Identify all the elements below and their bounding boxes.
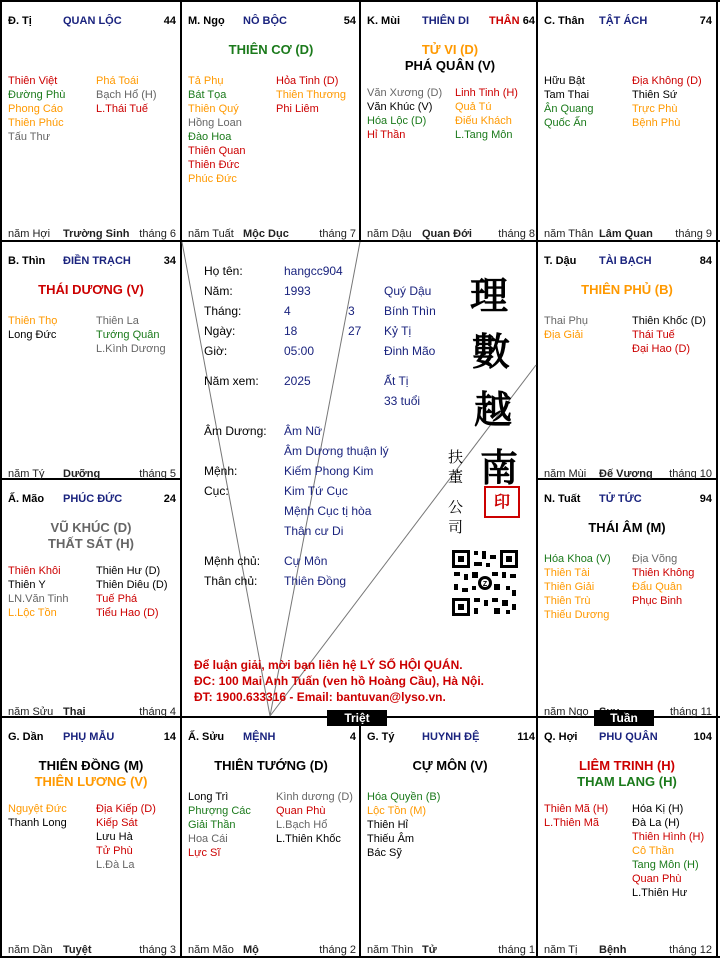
palace-month: tháng 12 [669,944,712,956]
minor-star: Nguyệt Đức [8,803,67,815]
palace-month: tháng 9 [675,228,712,240]
minor-star: Văn Khúc (V) [367,101,433,113]
minor-star: Tấu Thư [8,131,51,143]
palace-month: tháng 8 [498,228,535,240]
palace-branch: K. Mùi [367,15,400,27]
cuc-value: Kim Tứ Cục [284,484,348,498]
palace-year: năm Mùi [544,468,587,480]
main-star: THÁI ÂM (M) [588,520,666,535]
minor-star: Tuế Phá [96,593,138,605]
main-star: TỬ VI (D) [421,42,479,57]
minor-star: Lực Sĩ [188,847,221,859]
minor-star: L.Thiên Mã [544,817,600,829]
minor-star: Phong Cáo [8,103,64,115]
palace-branch: T. Dậu [544,255,577,267]
contact-line-3: ĐT: 1900.633316 - Email: bantuvan@lyso.vn. [194,690,446,704]
palace-name: PHU QUÂN [599,731,658,743]
am-duong-note: Âm Dương thuận lý [284,444,389,458]
palace-header [8,493,176,505]
minor-stars-right [96,74,157,116]
minor-star: Thiên Giải [544,581,595,593]
minor-star: Phi Liêm [276,103,319,115]
minor-star: Long Đức [8,329,57,341]
view-lunar: Ất Tị [384,374,409,388]
palace-name: TỬ TỨC [599,493,642,505]
hour-value: 05:00 [284,344,315,358]
month-lunar-num: 3 [348,304,355,318]
palace-mao [2,480,180,718]
month-label: Tháng: [204,304,242,318]
palace-year: năm Sửu [8,706,54,718]
main-star: THIÊN TƯỚNG (D) [214,758,328,773]
palace-branch: Ấ. Sửu [188,731,225,743]
calligraphy-small-2: 董 [448,468,464,486]
minor-star: Thiên Sứ [632,89,678,101]
day-lunar-num: 27 [348,324,362,338]
day-solar: 18 [284,324,298,338]
qr-code [450,548,520,618]
palace-age: 54 [343,15,356,27]
main-stars [182,758,360,774]
main-star: THAM LANG (H) [577,774,677,789]
palace-stage: Bệnh [599,944,627,956]
minor-star: Bác Sỹ [367,847,402,859]
minor-star: Thiên Hỉ [367,819,408,831]
minor-star: L.Thái Tuế [96,103,148,115]
palace-header [8,15,176,27]
minor-star: Quốc Ấn [544,117,587,129]
minor-star: Ân Quang [544,103,594,115]
palace-stage: Đế Vượng [599,468,653,480]
palace-stage: Mộc Dục [243,228,289,240]
palace-header [367,15,535,27]
minor-star: Địa Kiếp (D) [96,803,156,815]
minor-stars-left [544,802,608,830]
minor-stars-left [8,314,57,342]
calligraphy-small-3: 公 [448,498,464,516]
minor-star: Thiên Trù [544,595,591,607]
menh-chu-label: Mệnh chủ: [204,554,261,568]
am-duong-label: Âm Dương: [204,424,267,438]
calligraphy-char-2: 數 [472,329,511,374]
palace-month: tháng 11 [669,706,712,718]
month-solar: 4 [284,304,291,318]
than-chu-label: Thân chủ: [204,574,258,588]
minor-star: Đẩu Quân [632,581,683,593]
palace-dau [538,242,716,480]
minor-star: L.Thiên Khốc [276,833,341,845]
palace-name: TẬT ÁCH [599,15,648,27]
minor-star: Hỏa Tinh (D) [276,75,339,87]
minor-star: Thái Tuế [632,329,675,341]
day-label: Ngày: [204,324,236,338]
palace-name: PHÚC ĐỨC [63,493,123,505]
day-lunar: Kỷ Tị [384,324,412,338]
minor-star: Thiếu Âm [367,833,415,845]
minor-star: Quả Tú [455,101,492,113]
main-star: THẤT SÁT (H) [48,536,134,551]
minor-star: Điếu Khách [455,115,512,127]
calligraphy-char-4: 南 [480,445,519,490]
palace-stage: Thai [63,706,86,718]
palace-header [544,15,712,27]
minor-star: Thiên Đức [188,159,240,171]
year-label: Năm: [204,284,233,298]
minor-star: Phục Binh [632,595,683,607]
minor-star: Quan Phù [276,805,326,817]
palace-stage: Mộ [243,944,259,956]
minor-star: Phá Toái [96,75,139,87]
palace-name: HUYNH ĐỆ [422,731,480,743]
svg-text:Z: Z [482,581,488,588]
red-seal: 印 [484,486,520,518]
year-lunar: Quý Dậu [384,284,432,298]
calligraphy-small-1: 扶 [448,448,464,466]
minor-star: Long Trì [188,791,229,803]
than-marker: THÂN [489,15,520,27]
minor-star: Thiên Khôi [8,565,61,577]
main-stars [182,42,360,58]
palace-header [188,15,356,27]
minor-star: Thai Phụ [544,315,589,327]
minor-star: Thiên Hình (H) [632,831,705,843]
minor-stars-left [8,802,67,830]
main-star: PHÁ QUÂN (V) [404,58,496,73]
minor-star: Quan Phù [632,873,682,885]
minor-star: L.Đà La [96,859,135,871]
minor-star: Thanh Long [8,817,67,829]
palace-year: năm Hợi [8,228,51,240]
minor-stars-right [96,564,168,620]
calligraphy-char-1: 理 [470,273,509,318]
minor-star: Thiên La [96,315,139,327]
main-star: THIÊN PHỦ (B) [581,282,673,297]
minor-star: Bát Tọa [188,89,227,101]
minor-stars-left [8,564,69,620]
palace-branch: Q. Hợi [544,731,578,743]
main-stars [2,758,180,790]
palace-year: năm Mão [188,944,234,956]
palace-month: tháng 7 [319,228,356,240]
palace-month: tháng 4 [139,706,176,718]
minor-star: Thiên Mã (H) [544,803,609,815]
minor-stars-right [632,74,702,130]
minor-star: Thiên Thọ [8,315,58,327]
palace-header [8,731,176,743]
palace-age: 34 [163,255,176,267]
palace-branch: G. Dần [8,731,44,743]
minor-star: L.Tang Môn [455,129,513,141]
minor-stars-right [455,86,518,142]
minor-star: Thiên Không [632,567,695,579]
minor-star: Kình dương (D) [276,791,353,803]
palace-age: 74 [699,15,712,27]
palace-header [544,493,712,505]
palace-tuat [538,480,716,718]
minor-star: Cô Thần [632,845,674,857]
palace-age: 94 [699,493,712,505]
palace-year: năm Thân [544,228,594,240]
palace-stage: Quan Đới [422,228,472,240]
palace-year: năm Thìn [367,944,414,956]
hour-label: Giờ: [204,344,228,358]
palace-branch: B. Thìn [8,255,46,267]
main-star: THIÊN ĐỒNG (M) [38,758,144,773]
palace-name: THIÊN DI [422,15,470,27]
minor-star: Tả Phụ [188,75,224,87]
minor-star: Thiên Thương [276,89,347,101]
palace-age: 14 [163,731,176,743]
minor-stars-left [367,790,440,860]
main-star: THIÊN CƠ (D) [228,42,314,57]
minor-star: Thiếu Dương [544,609,610,621]
palace-header [367,731,535,743]
minor-stars-left [188,790,251,860]
minor-star: Thiên Phúc [8,117,64,129]
minor-stars-right [96,314,166,356]
minor-star: Tử Phù [96,845,133,857]
calligraphy-char-3: 越 [474,387,513,432]
minor-star: L.Thiên Hư [632,887,688,899]
palace-header [188,731,356,743]
main-stars [538,520,716,536]
minor-star: Giải Thần [188,819,236,831]
minor-star: Phượng Các [188,805,251,817]
main-star: VŨ KHÚC (D) [50,520,132,535]
palace-dan [2,718,180,956]
minor-star: Thiên Quý [188,103,239,115]
palace-year: năm Tý [8,468,45,480]
minor-star: Đường Phù [8,89,66,101]
minor-star: Bệnh Phù [632,117,681,129]
minor-star: Đại Hao (D) [632,343,691,355]
center-info [182,242,536,716]
minor-star: Kiếp Sát [96,817,138,829]
palace-month: tháng 5 [139,468,176,480]
minor-star: Tướng Quân [96,329,160,341]
minor-stars-right [276,790,353,846]
palace-age: 64 [522,15,535,27]
palace-name: PHỤ MẪU [63,731,115,743]
cuc-note-1: Mệnh Cục tị hòa [284,504,372,518]
minor-star: Địa Võng [632,553,678,565]
minor-star: Thiên Quan [188,145,246,157]
minor-star: L.Lộc Tồn [8,607,57,619]
palace-mui [361,2,539,240]
main-star: CỰ MÔN (V) [412,758,488,773]
minor-star: Hóa Quyền (B) [367,791,441,803]
minor-star: Thiên Y [8,579,46,591]
minor-star: Bạch Hổ (H) [96,89,157,101]
palace-year: năm Tị [544,944,578,956]
palace-name: ĐIỀN TRẠCH [63,255,131,267]
view-year-label: Năm xem: [204,374,259,388]
main-stars [361,758,539,774]
minor-star: Thiên Tài [544,567,590,579]
minor-star: Thiên Việt [8,75,58,87]
palace-month: tháng 10 [669,468,712,480]
palace-age: 24 [163,493,176,505]
minor-star: Hoa Cái [188,833,228,845]
palace-stage: Tuyệt [63,944,92,956]
palace-age: 84 [699,255,712,267]
palace-than [538,2,716,240]
cuc-note-2: Thân cư Di [284,524,344,538]
minor-star: Phúc Đức [188,173,237,185]
minor-star: Địa Giải [544,329,584,341]
name-value: hangcc904 [284,264,343,278]
minor-stars-left [367,86,442,142]
palace-stage: Lâm Quan [599,228,653,240]
minor-stars-left [544,552,611,622]
palace-stage: Dưỡng [63,468,101,480]
minor-stars-left [544,314,588,342]
minor-stars-right [276,74,346,116]
palace-branch: C. Thân [544,15,585,27]
minor-star: Thiên Hư (D) [96,565,161,577]
minor-star: Hóa Kị (H) [632,803,684,815]
palace-branch: Ấ. Mão [8,493,45,505]
palace-branch: N. Tuất [544,493,581,505]
minor-stars-left [544,74,594,130]
minor-star: Đào Hoa [188,131,232,143]
palace-header [544,731,712,743]
palace-age: 104 [693,731,712,743]
palace-name: MỆNH [243,731,276,743]
minor-star: Thiên Diêu (D) [96,579,168,591]
menh-chu-value: Cự Môn [284,554,328,568]
palace-month: tháng 6 [139,228,176,240]
main-star: THIÊN LƯƠNG (V) [34,774,148,789]
palace-branch: Đ. Tị [8,15,32,27]
minor-star: Tiểu Hao (D) [96,607,159,619]
palace-hoi [538,718,716,956]
minor-star: Hồng Loan [188,117,242,129]
palace-age: 44 [163,15,176,27]
main-stars [2,520,180,552]
palace-name: QUAN LỘC [63,15,122,27]
minor-stars-right [632,314,706,356]
minor-star: Trực Phù [632,103,678,115]
minor-star: Hóa Khoa (V) [544,553,611,565]
minor-star: LN.Văn Tinh [8,593,69,605]
palace-name: TÀI BẠCH [599,255,652,267]
palace-age: 114 [517,731,535,743]
minor-stars-right [96,802,156,872]
palace-header [544,255,712,267]
minor-star: Lưu Hà [96,831,133,843]
triet-tag: Triệt [327,710,387,726]
minor-star: Thiên Khốc (D) [632,315,706,327]
minor-star: Lộc Tồn (M) [367,805,427,817]
minor-star: Hóa Lộc (D) [367,115,427,127]
minor-star: Hữu Bật [544,75,585,87]
main-star: LIÊM TRINH (H) [578,758,676,773]
hour-lunar: Đinh Mão [384,344,436,358]
palace-year: năm Dậu [367,228,412,240]
view-year: 2025 [284,374,311,388]
palace-ngo [182,2,360,240]
minor-stars-left [8,74,65,144]
cuc-label: Cục: [204,484,229,498]
main-stars [538,282,716,298]
minor-star: Tam Thai [544,89,590,101]
menh-value: Kiếm Phong Kim [284,464,374,478]
minor-star: Hỉ Thần [367,129,406,141]
name-label: Họ tên: [204,264,243,278]
palace-name: NÔ BỘC [243,15,287,27]
minor-star: Đà La (H) [632,817,680,829]
month-lunar: Bính Thìn [384,304,436,318]
palace-age: 4 [349,731,356,743]
minor-star: Tang Môn (H) [632,859,699,871]
main-stars [2,282,180,298]
minor-star: Địa Không (D) [632,75,702,87]
main-stars [361,42,539,74]
tuan-tag: Tuần [594,710,654,726]
minor-star: L.Bạch Hổ [276,819,328,831]
minor-star: Linh Tinh (H) [455,87,518,99]
palace-year: năm Ngọ [544,706,589,718]
palace-thin [2,242,180,480]
minor-stars-left [188,74,245,186]
palace-suu [182,718,360,956]
main-star: THÁI DƯƠNG (V) [38,282,144,297]
palace-header [8,255,176,267]
minor-stars-right [632,802,704,900]
palace-month: tháng 2 [319,944,356,956]
palace-branch: M. Ngọ [188,15,225,27]
palace-stage: Tử [422,944,437,956]
palace-month: tháng 1 [498,944,535,956]
calligraphy-small-4: 司 [448,518,464,536]
palace-year: năm Dần [8,944,53,956]
palace-ti [2,2,180,240]
than-chu-value: Thiên Đồng [284,574,347,588]
palace-stage: Trường Sinh [63,228,130,240]
palace-ty [361,718,539,956]
contact-line-2: ĐC: 100 Mai Anh Tuấn (ven hồ Hoàng Cầu), Hà Nội. [194,674,485,688]
menh-label: Mệnh: [204,464,238,478]
contact-line-1: Để luận giải, mời bạn liên hệ LÝ SỐ HỘI QUÁN. [194,658,463,672]
palace-branch: G. Tý [367,731,395,743]
main-stars [538,758,716,790]
year-solar: 1993 [284,284,311,298]
minor-star: L.Kình Dương [96,343,166,355]
view-age: 33 tuổi [384,394,421,408]
minor-stars-right [632,552,694,608]
palace-month: tháng 3 [139,944,176,956]
palace-year: năm Tuất [188,228,234,240]
am-duong-value: Âm Nữ [284,424,323,438]
minor-star: Văn Xương (D) [367,87,443,99]
